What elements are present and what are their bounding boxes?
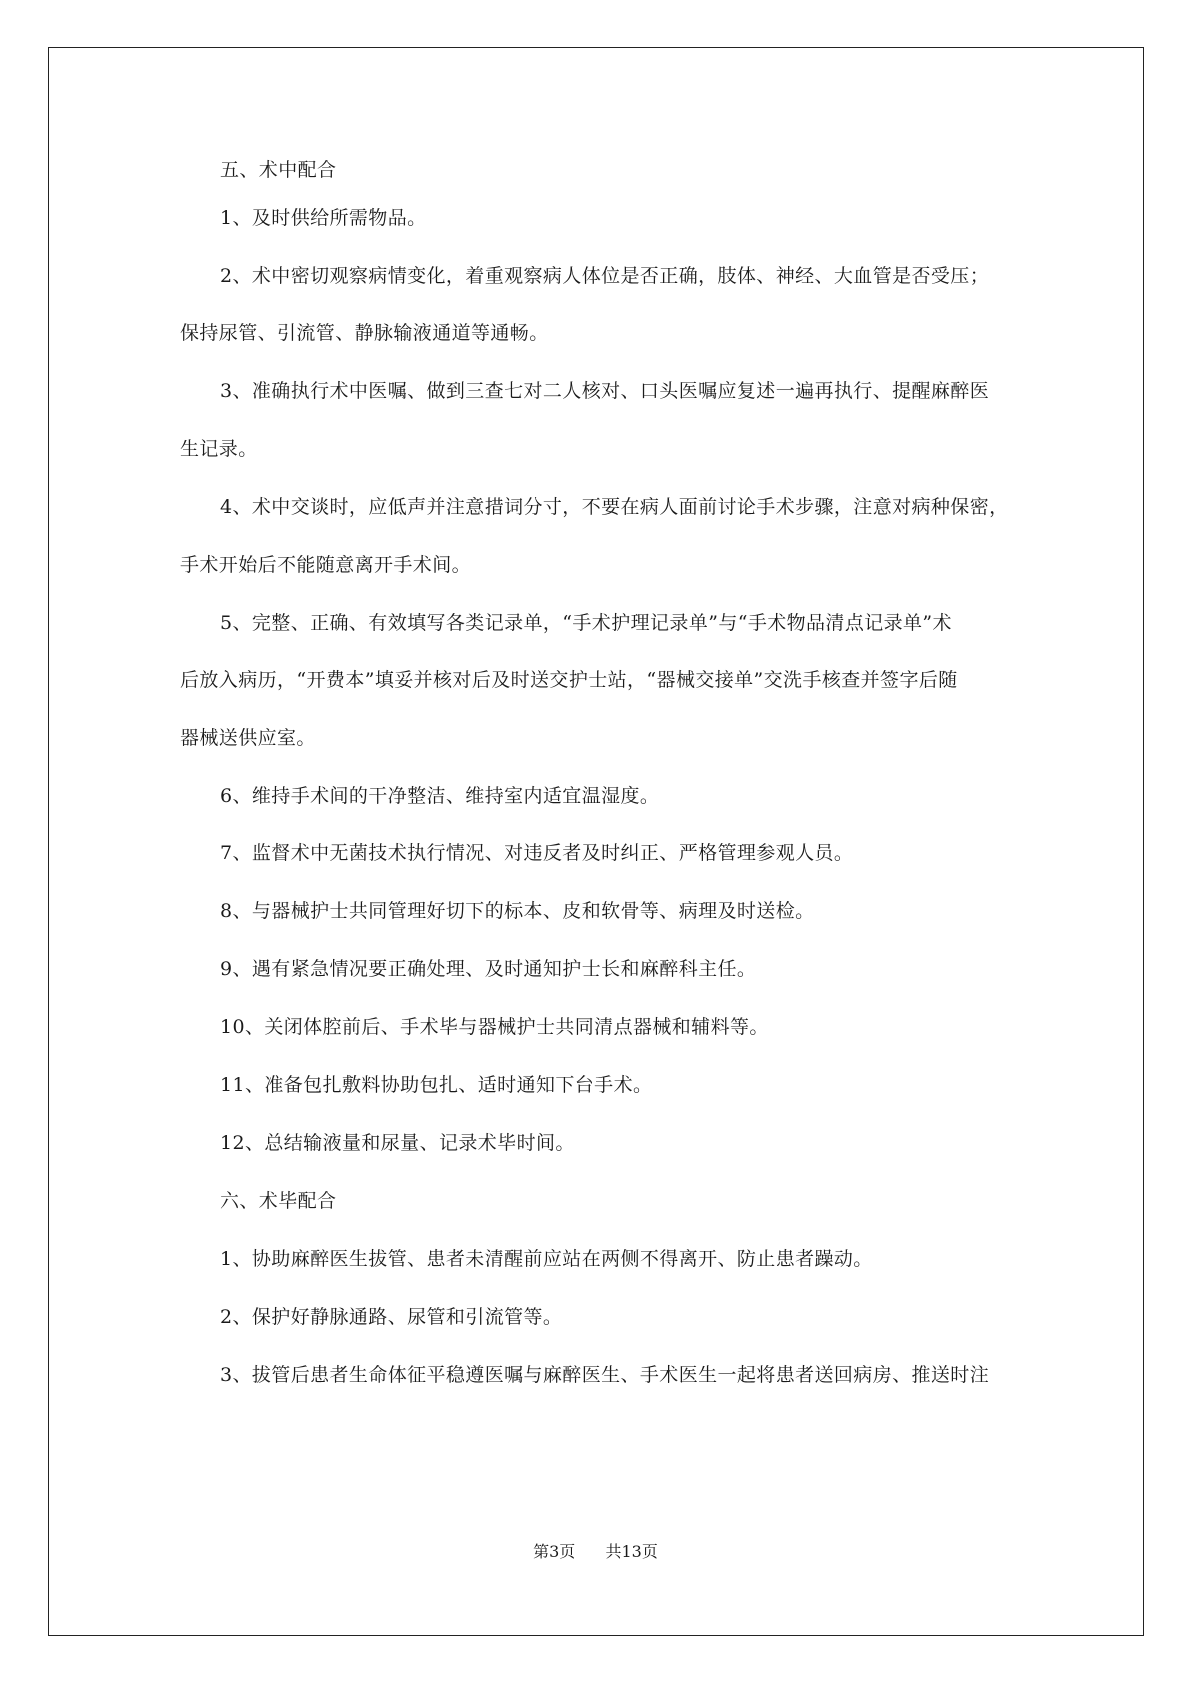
paragraph-line: 8、与器械护士共同管理好切下的标本、皮和软骨等、病理及时送检。 (220, 900, 815, 922)
paragraph-line: 12、总结输液量和尿量、记录术毕时间。 (220, 1132, 575, 1154)
paragraph-line: 1、协助麻醉医生拔管、患者未清醒前应站在两侧不得离开、防止患者躁动。 (220, 1248, 873, 1270)
paragraph-line: 手术开始后不能随意离开手术间。 (180, 554, 472, 576)
page-total: 共13页 (605, 1542, 658, 1561)
page-number: 第3页 (533, 1542, 576, 1561)
section-heading-intraop: 五、术中配合 (220, 159, 337, 181)
paragraph-line: 3、准确执行术中医嘱、做到三查七对二人核对、口头医嘱应复述一遍再执行、提醒麻醉医 (220, 380, 990, 402)
paragraph-line: 11、准备包扎敷料协助包扎、适时通知下台手术。 (220, 1074, 653, 1096)
section-heading-postop: 六、术毕配合 (220, 1190, 337, 1212)
paragraph-line: 9、遇有紧急情况要正确处理、及时通知护士长和麻醉科主任。 (220, 958, 757, 980)
paragraph-line: 6、维持手术间的干净整洁、维持室内适宜温湿度。 (220, 785, 660, 807)
paragraph-line: 生记录。 (180, 438, 258, 460)
paragraph-line: 保持尿管、引流管、静脉输液通道等通畅。 (180, 322, 549, 344)
paragraph-line: 2、术中密切观察病情变化，着重观察病人体位是否正确，肢体、神经、大血管是否受压； (220, 265, 990, 287)
paragraph-line: 1、及时供给所需物品。 (220, 207, 427, 229)
paragraph-line: 后放入病历，“开费本”填妥并核对后及时送交护士站，“器械交接单”交洗手核查并签字后随 (180, 669, 958, 691)
paragraph-line: 3、拔管后患者生命体征平稳遵医嘱与麻醉医生、手术医生一起将患者送回病房、推送时注 (220, 1364, 990, 1386)
paragraph-line: 4、术中交谈时，应低声并注意措词分寸，不要在病人面前讨论手术步骤，注意对病种保密， (220, 496, 1009, 518)
page-footer (0, 1542, 1191, 1562)
paragraph-line: 2、保护好静脉通路、尿管和引流管等。 (220, 1306, 563, 1328)
paragraph-line: 7、监督术中无菌技术执行情况、对违反者及时纠正、严格管理参观人员。 (220, 842, 854, 864)
paragraph-line: 器械送供应室。 (180, 727, 316, 749)
paragraph-line: 5、完整、正确、有效填写各类记录单，“手术护理记录单”与“手术物品清点记录单”术 (220, 612, 952, 634)
paragraph-line: 10、关闭体腔前后、手术毕与器械护士共同清点器械和辅料等。 (220, 1016, 769, 1038)
